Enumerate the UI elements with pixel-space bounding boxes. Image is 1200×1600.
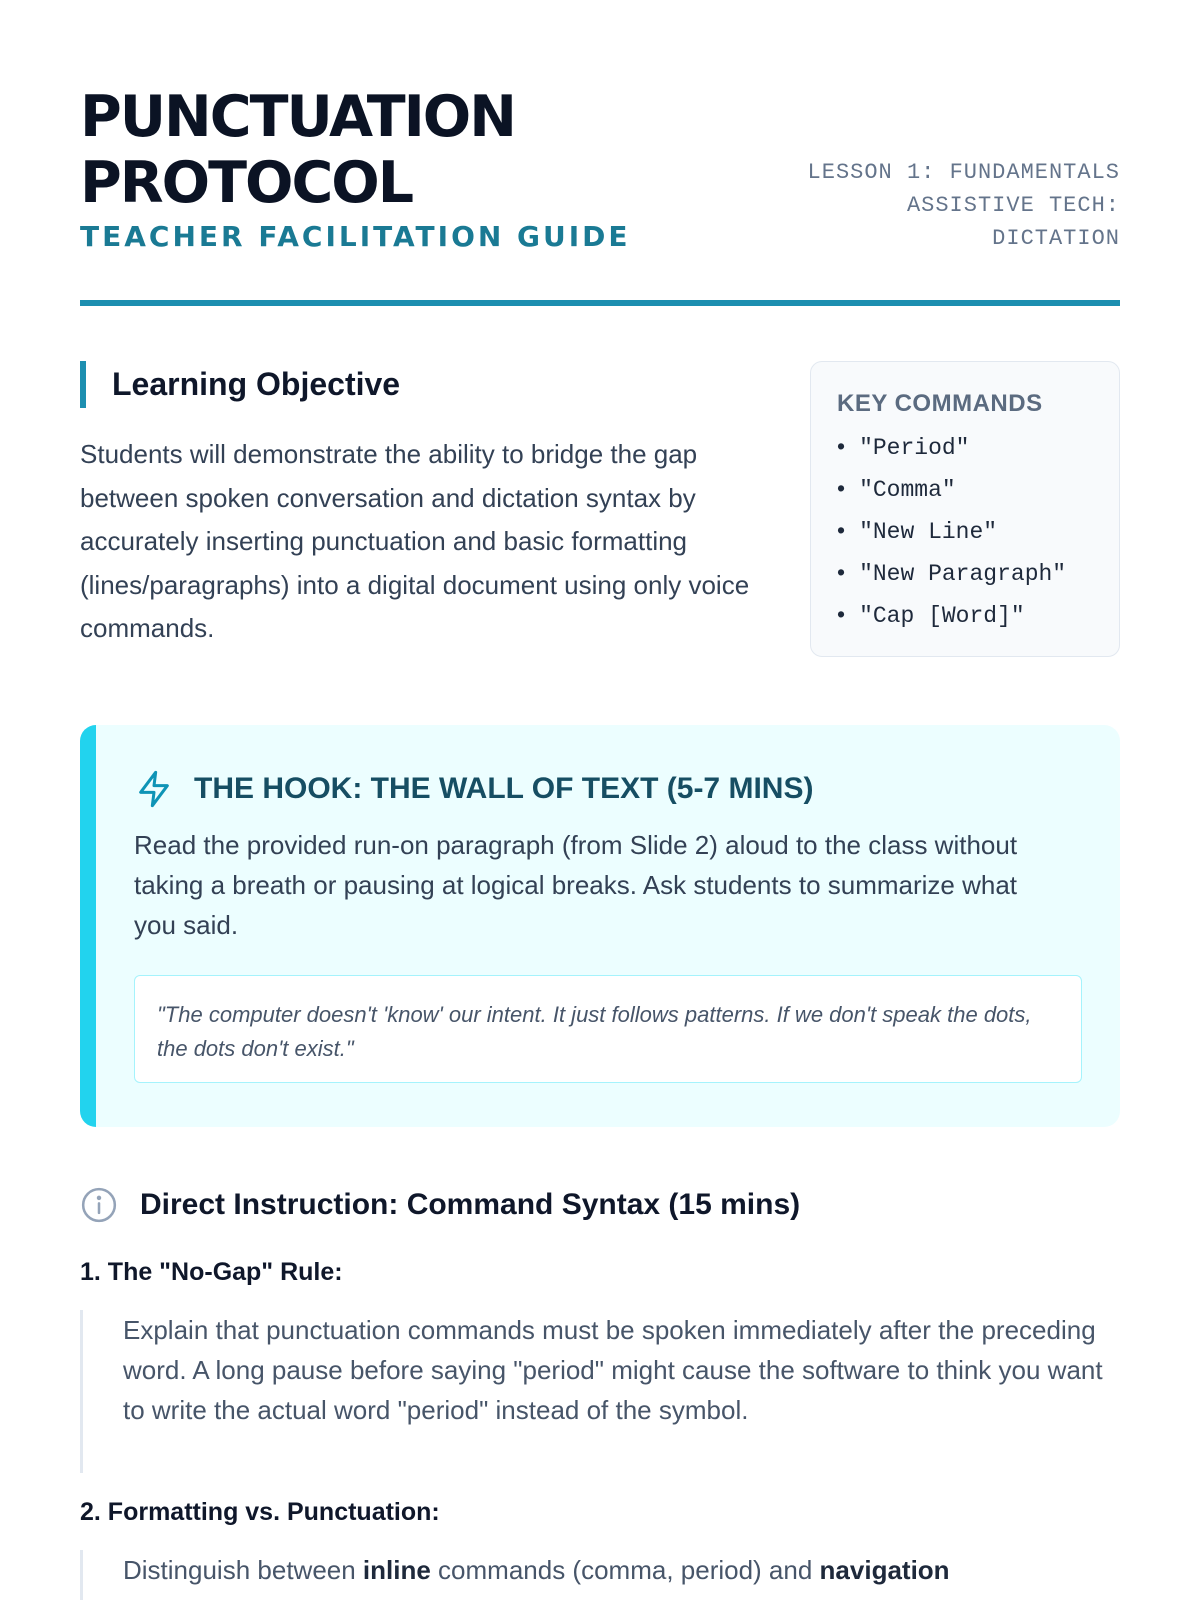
hook-text: Read the provided run-on paragraph (from Slide 2) aloud to the class without taking a breath or pausing at logical breaks. Ask students to summarize what you said. (134, 830, 1018, 940)
title-line-1: PUNCTUATION (80, 84, 515, 150)
lightning-icon (134, 769, 174, 809)
learning-objective-text: Students will demonstrate the ability to bridge the gap between spoken conversation and dictation syntax by accurately inserting punctuation and basic formatting (lines/paragraphs) into a digital document using only voice commands. (80, 439, 750, 643)
direct-instruction-heading-row (80, 1182, 800, 1228)
learning-objective-heading (80, 361, 400, 408)
title-line-2: PROTOCOL (80, 150, 413, 216)
document-header (80, 84, 1120, 306)
key-command-item: • "Comma" (837, 468, 1093, 510)
learning-objective-title: Learning Objective (112, 366, 401, 402)
rule-1-title: 1. The "No-Gap" Rule: (80, 1258, 343, 1286)
page (80, 0, 1120, 1600)
rule-1-text: Explain that punctuation commands must be spoken immediately after the preceding word. A long pause before saying "period" might cause the software to think you want to write the actual word "period" instead of the symbol. (80, 1310, 1120, 1473)
direct-instruction-heading: Direct Instruction: Command Syntax (15 mins) (140, 1188, 801, 1221)
hook-heading-row (134, 767, 1080, 811)
rule-2-bold-navigation: navigation (819, 1555, 950, 1585)
hook-callout (80, 725, 1120, 1127)
key-command-item: • "Cap [Word]" (837, 594, 1093, 636)
rule-2-bold-inline: inline (362, 1555, 431, 1585)
lesson-meta (808, 156, 1120, 255)
rule-2-text-middle: commands (comma, period) and (430, 1555, 820, 1585)
rule-2-text (80, 1550, 1120, 1600)
hook-heading: THE HOOK: THE WALL OF TEXT (5-7 MINS) (194, 772, 814, 805)
meta-lesson: LESSON 1: FUNDAMENTALS (807, 160, 1120, 185)
key-command-item: • "Period" (837, 426, 1093, 468)
meta-topic: DICTATION (992, 226, 1120, 251)
key-commands-list (837, 426, 1093, 636)
key-commands-title: KEY COMMANDS (837, 390, 1043, 417)
rule-2-text-start: Distinguish between (123, 1555, 363, 1585)
info-icon (80, 1186, 118, 1224)
meta-tech: ASSISTIVE TECH: (906, 193, 1120, 218)
key-commands-box (810, 361, 1120, 657)
rule-2-title: 2. Formatting vs. Punctuation: (80, 1498, 440, 1526)
subtitle: TEACHER FACILITATION GUIDE (80, 220, 631, 253)
hook-quote: "The computer doesn't 'know' our intent. It just follows patterns. If we don't speak the dots, the dots don't exist." (134, 975, 1082, 1083)
key-command-item: • "New Paragraph" (837, 552, 1093, 594)
key-command-item: • "New Line" (837, 510, 1093, 552)
